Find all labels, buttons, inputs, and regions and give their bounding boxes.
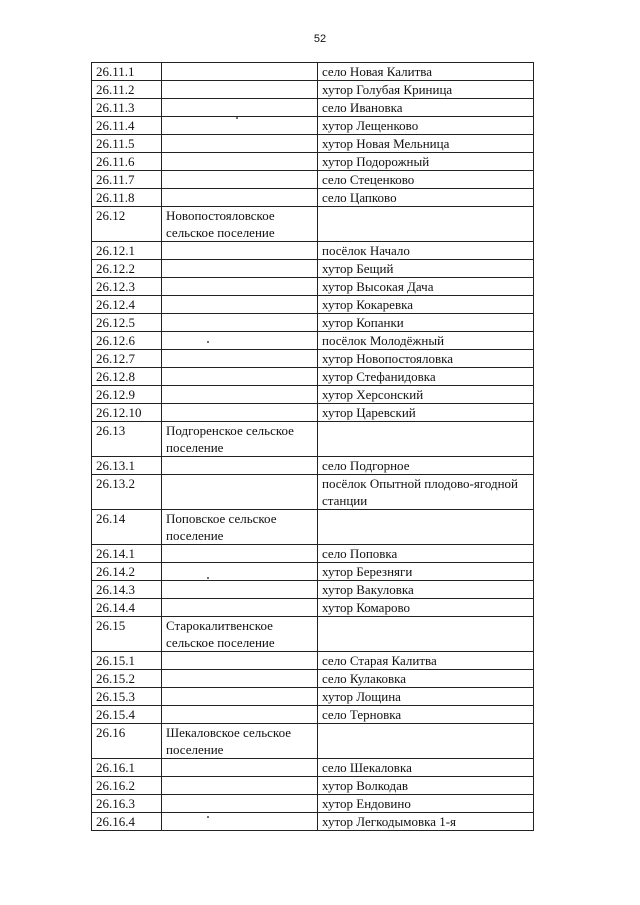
- row-number: 26.12.4: [92, 296, 162, 314]
- table-row-settlement: [92, 207, 534, 242]
- table-row: [92, 314, 534, 332]
- scan-speck: [207, 816, 209, 818]
- row-number: 26.12.6: [92, 332, 162, 350]
- row-number: 26.16.1: [92, 759, 162, 777]
- row-number: 26.12.10: [92, 404, 162, 422]
- settlement-name: [162, 171, 318, 189]
- table-row-settlement: [92, 724, 534, 759]
- row-number: 26.11.8: [92, 189, 162, 207]
- table-row: [92, 813, 534, 831]
- table-row: [92, 332, 534, 350]
- table-row: [92, 117, 534, 135]
- settlement-name: [162, 242, 318, 260]
- locality-name: хутор Высокая Дача: [318, 278, 534, 296]
- scan-speck: [207, 341, 209, 343]
- table-body: [92, 63, 534, 831]
- table-row: [92, 81, 534, 99]
- row-number: 26.15.4: [92, 706, 162, 724]
- locality-name: посёлок Опытной плодово-ягодной станции: [318, 475, 534, 510]
- table-row: [92, 563, 534, 581]
- settlement-name: [162, 260, 318, 278]
- settlement-name: [162, 117, 318, 135]
- row-number: 26.11.1: [92, 63, 162, 81]
- locality-name: село Подгорное: [318, 457, 534, 475]
- row-number: 26.15.1: [92, 652, 162, 670]
- locality-name: хутор Березняги: [318, 563, 534, 581]
- row-number: 26.12.2: [92, 260, 162, 278]
- locality-name: село Новая Калитва: [318, 63, 534, 81]
- locality-name: село Кулаковка: [318, 670, 534, 688]
- locality-name: хутор Волкодав: [318, 777, 534, 795]
- locality-name: хутор Новая Мельница: [318, 135, 534, 153]
- locality-name: хутор Ендовино: [318, 795, 534, 813]
- locality-name: хутор Херсонский: [318, 386, 534, 404]
- row-number: 26.11.3: [92, 99, 162, 117]
- table-row: [92, 670, 534, 688]
- table-row: [92, 189, 534, 207]
- table-row: [92, 296, 534, 314]
- row-number: 26.13.1: [92, 457, 162, 475]
- row-number: 26.14.2: [92, 563, 162, 581]
- settlement-name: [162, 350, 318, 368]
- settlement-name: Подгоренское сельское поселение: [162, 422, 318, 457]
- table-row: [92, 63, 534, 81]
- table-row: [92, 599, 534, 617]
- row-number: 26.13: [92, 422, 162, 457]
- settlement-name: [162, 63, 318, 81]
- settlement-name: [162, 386, 318, 404]
- table-row: [92, 688, 534, 706]
- settlement-name: [162, 599, 318, 617]
- table-row: [92, 386, 534, 404]
- table-row-settlement: [92, 510, 534, 545]
- row-number: 26.14.1: [92, 545, 162, 563]
- table-row: [92, 457, 534, 475]
- row-number: 26.12.8: [92, 368, 162, 386]
- locality-name: [318, 510, 534, 545]
- locality-name: хутор Лощина: [318, 688, 534, 706]
- locality-name: хутор Бещий: [318, 260, 534, 278]
- locality-name: [318, 422, 534, 457]
- table-row: [92, 581, 534, 599]
- row-number: 26.14: [92, 510, 162, 545]
- table-row: [92, 795, 534, 813]
- table-row: [92, 350, 534, 368]
- locality-name: хутор Легкодымовка 1-я: [318, 813, 534, 831]
- locality-name: [318, 617, 534, 652]
- table-row: [92, 99, 534, 117]
- row-number: 26.16.2: [92, 777, 162, 795]
- locality-name: село Цапково: [318, 189, 534, 207]
- row-number: 26.14.3: [92, 581, 162, 599]
- row-number: 26.11.2: [92, 81, 162, 99]
- settlement-name: [162, 706, 318, 724]
- row-number: 26.12.1: [92, 242, 162, 260]
- row-number: 26.12.3: [92, 278, 162, 296]
- locality-name: хутор Кокаревка: [318, 296, 534, 314]
- locality-name: село Стеценково: [318, 171, 534, 189]
- settlement-name: [162, 99, 318, 117]
- table-row: [92, 278, 534, 296]
- locality-name: село Шекаловка: [318, 759, 534, 777]
- settlement-name: [162, 563, 318, 581]
- settlements-table: [91, 62, 534, 831]
- scan-speck: [207, 577, 209, 579]
- locality-name: хутор Лещенково: [318, 117, 534, 135]
- table-row: [92, 706, 534, 724]
- settlement-name: [162, 688, 318, 706]
- settlement-name: Новопостояловское сельское поселение: [162, 207, 318, 242]
- settlement-name: [162, 296, 318, 314]
- table-row: [92, 404, 534, 422]
- table-row-settlement: [92, 617, 534, 652]
- settlement-name: [162, 670, 318, 688]
- locality-name: посёлок Молодёжный: [318, 332, 534, 350]
- row-number: 26.15.2: [92, 670, 162, 688]
- settlement-name: [162, 581, 318, 599]
- settlement-name: [162, 332, 318, 350]
- locality-name: хутор Подорожный: [318, 153, 534, 171]
- settlement-name: [162, 652, 318, 670]
- table-row: [92, 242, 534, 260]
- table-row: [92, 545, 534, 563]
- table-row: [92, 153, 534, 171]
- settlement-name: [162, 278, 318, 296]
- settlement-name: Поповское сельское поселение: [162, 510, 318, 545]
- row-number: 26.12.9: [92, 386, 162, 404]
- table-row: [92, 368, 534, 386]
- settlement-name: [162, 368, 318, 386]
- row-number: 26.16: [92, 724, 162, 759]
- settlement-name: Шекаловское сельское поселение: [162, 724, 318, 759]
- table-row: [92, 260, 534, 278]
- table-row: [92, 777, 534, 795]
- table-row: [92, 171, 534, 189]
- locality-name: [318, 724, 534, 759]
- locality-name: хутор Копанки: [318, 314, 534, 332]
- settlement-name: [162, 777, 318, 795]
- settlement-name: [162, 795, 318, 813]
- locality-name: [318, 207, 534, 242]
- settlement-name: [162, 153, 318, 171]
- row-number: 26.16.4: [92, 813, 162, 831]
- table-row-settlement: [92, 422, 534, 457]
- row-number: 26.13.2: [92, 475, 162, 510]
- locality-name: село Старая Калитва: [318, 652, 534, 670]
- row-number: 26.16.3: [92, 795, 162, 813]
- table-row: [92, 135, 534, 153]
- locality-name: хутор Комарово: [318, 599, 534, 617]
- table-row: [92, 759, 534, 777]
- row-number: 26.12.7: [92, 350, 162, 368]
- settlement-name: [162, 189, 318, 207]
- row-number: 26.11.5: [92, 135, 162, 153]
- row-number: 26.15.3: [92, 688, 162, 706]
- settlement-name: [162, 81, 318, 99]
- table-row: [92, 475, 534, 510]
- locality-name: хутор Стефанидовка: [318, 368, 534, 386]
- settlement-name: [162, 813, 318, 831]
- locality-name: село Поповка: [318, 545, 534, 563]
- row-number: 26.12: [92, 207, 162, 242]
- settlement-name: [162, 545, 318, 563]
- locality-name: хутор Голубая Криница: [318, 81, 534, 99]
- row-number: 26.11.6: [92, 153, 162, 171]
- locality-name: посёлок Начало: [318, 242, 534, 260]
- row-number: 26.11.7: [92, 171, 162, 189]
- settlement-name: [162, 314, 318, 332]
- locality-name: хутор Новопостояловка: [318, 350, 534, 368]
- settlement-name: [162, 475, 318, 510]
- settlement-name: Старокалитвенское сельское поселение: [162, 617, 318, 652]
- row-number: 26.15: [92, 617, 162, 652]
- table-row: [92, 652, 534, 670]
- settlement-name: [162, 759, 318, 777]
- page-number: 52: [313, 33, 327, 45]
- row-number: 26.12.5: [92, 314, 162, 332]
- row-number: 26.11.4: [92, 117, 162, 135]
- scan-speck: [236, 117, 238, 119]
- locality-name: хутор Царевский: [318, 404, 534, 422]
- settlement-name: [162, 457, 318, 475]
- locality-name: село Терновка: [318, 706, 534, 724]
- settlement-name: [162, 404, 318, 422]
- settlement-name: [162, 135, 318, 153]
- locality-name: хутор Вакуловка: [318, 581, 534, 599]
- locality-name: село Ивановка: [318, 99, 534, 117]
- row-number: 26.14.4: [92, 599, 162, 617]
